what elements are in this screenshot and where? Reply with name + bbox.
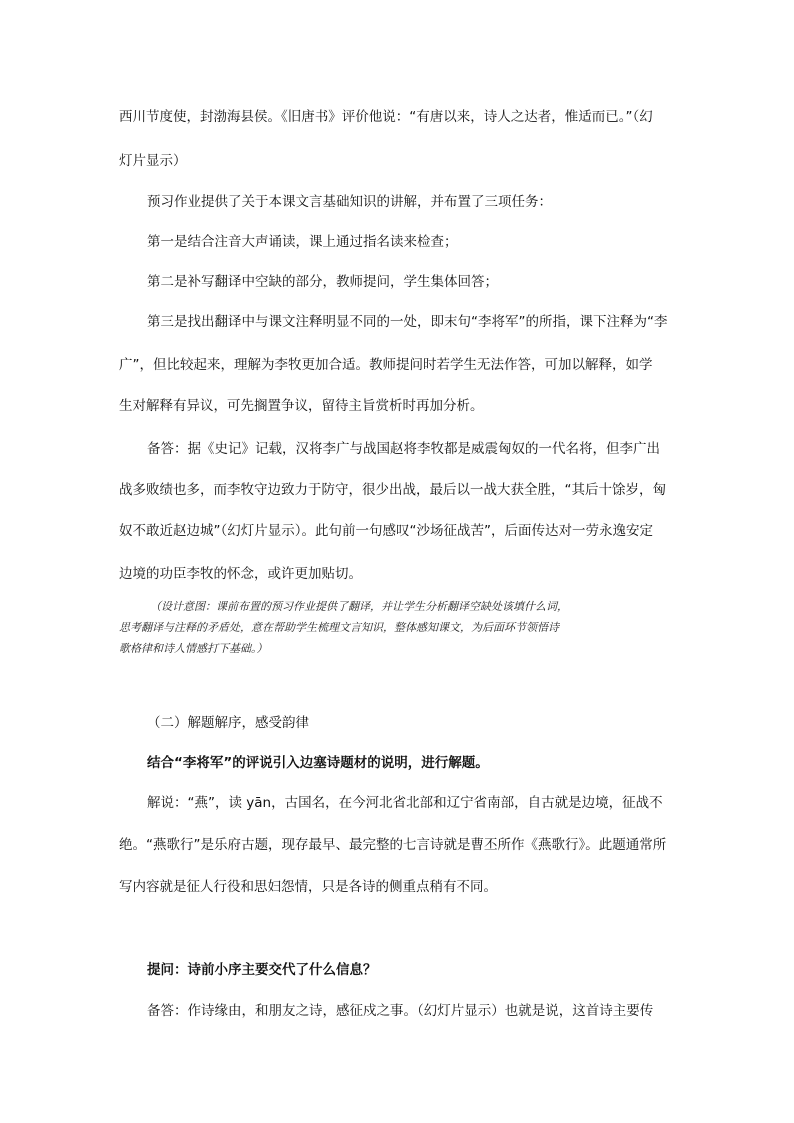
design-note-line: 歌格律和诗人情感打下基础。） xyxy=(119,642,268,655)
paragraph-line: 备答：据《史记》记载，汉将李广与战国赵将李牧都是威震匈奴的一代名将，但李广出 xyxy=(147,441,660,457)
paragraph-line: 生对解释有异议，可先搁置争议，留待主旨赏析时再加分析。 xyxy=(119,398,484,414)
question: 提问：诗前小序主要交代了什么信息？ xyxy=(147,962,377,978)
paragraph-line: 第二是补写翻译中空缺的部分，教师提问，学生集体回答； xyxy=(147,274,498,290)
design-note-line: （设计意图：课前布置的预习作业提供了翻译，并让学生分析翻译空缺处该填什么词， xyxy=(150,600,568,613)
paragraph-line: 写内容就是征人行役和思妇怨情，只是各诗的侧重点稍有不同。 xyxy=(119,879,497,895)
section-heading: （二）解题解序，感受韵律 xyxy=(147,715,309,731)
paragraph-line: 西川节度使，封渤海县侯。《旧唐书》评价他说：“有唐以来，诗人之达者，惟适而已。”（幻 xyxy=(119,109,653,125)
paragraph-line: 灯片显示） xyxy=(119,153,187,169)
answer-line: 备答：作诗缘由，和朋友之诗，感征戍之事。（幻灯片显示）也就是说，这首诗主要传 xyxy=(147,1003,654,1019)
bold-instruction: 结合“李将军”的评说引入边塞诗题材的说明，进行解题。 xyxy=(147,755,489,771)
paragraph-line: 第三是找出翻译中与课文注释明显不同的一处，即末句“李将军”的所指，课下注释为“李 xyxy=(147,314,668,330)
paragraph-line: 预习作业提供了关于本课文言基础知识的讲解，并布置了三项任务： xyxy=(147,194,552,210)
paragraph-line: 奴不敢近赵边城”（幻灯片显示）。此句前一句感叹“沙场征战苦”，后面传达对一劳永逸安定 xyxy=(119,523,653,539)
paragraph-line: 解说：“燕”，读 yān，古国名，在今河北省北部和辽宁省南部，自古就是边境，征战不 xyxy=(147,795,663,811)
paragraph-line: 绝。“燕歌行”是乐府古题，现存最早、最完整的七言诗就是曹丕所作《燕歌行》。此题通常所 xyxy=(119,837,667,853)
design-note-line: 思考翻译与注释的矛盾处，意在帮助学生梳理文言知识，整体感知课文，为后面环节领悟诗 xyxy=(119,621,559,634)
paragraph-line: 广”，但比较起来，理解为李牧更加合适。教师提问时若学生无法作答，可加以解释，如学 xyxy=(119,357,653,373)
paragraph-line: 第一是结合注音大声诵读，课上通过指名读来检查； xyxy=(147,234,458,250)
paragraph-line: 战多败绩也多，而李牧守边致力于防守，很少出战，最后以一战大获全胜，“其后十馀岁，匈 xyxy=(119,482,666,498)
paragraph-line: 边境的功臣李牧的怀念，或许更加贴切。 xyxy=(119,566,362,582)
